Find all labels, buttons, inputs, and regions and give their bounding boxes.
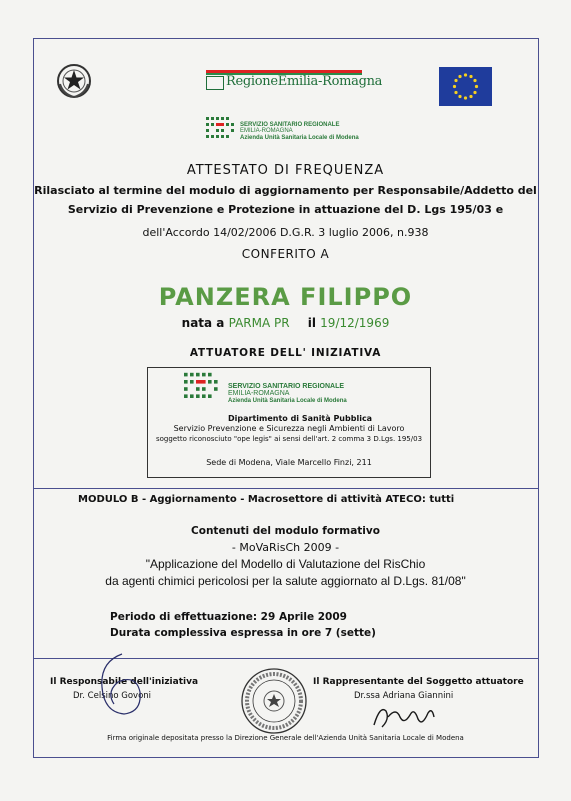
right-signer-role: Il Rappresentante del Soggetto attuatore — [313, 677, 524, 687]
footer-note: Firma originale depositata presso la Direzione Generale dell'Azienda Unità Sanitaria Locale di Modena — [107, 734, 464, 742]
divider-module — [33, 488, 539, 489]
birth-info — [0, 316, 571, 330]
recognition: soggetto riconosciuto "ope legis" ai sensi dell'art. 2 comma 3 D.Lgs. 195/03 — [155, 435, 423, 443]
ssr-header-text: SERVIZIO SANITARIO REGIONALE EMILIA-ROMAGNA Azienda Unità Sanitaria Locale di Modena — [240, 122, 359, 141]
course-title-2: da agenti chimici pericolosi per la salute aggiornato al D.Lgs. 81/08" — [105, 574, 466, 588]
course-duration: Durata complessiva espressa in ore 7 (sette) — [110, 627, 376, 639]
left-signer-name: Dr. Celsino Govoni — [73, 691, 152, 701]
issued-line-2: Servizio di Prevenzione e Protezione in attuazione del D. Lgs 195/03 e — [67, 203, 504, 216]
born-on-label: il — [307, 316, 316, 330]
issued-line-3: dell'Accordo 14/02/2006 D.G.R. 3 luglio 2006, n.938 — [142, 226, 429, 239]
left-signer-role: Il Responsabile dell'iniziativa — [50, 677, 199, 687]
ssr-organizer-text: SERVIZIO SANITARIO REGIONALE EMILIA-ROMAGNA Azienda Unità Sanitaria Locale di Modena — [228, 383, 347, 404]
contents-heading: Contenuti del modulo formativo — [191, 525, 380, 537]
eu-flag-icon — [439, 67, 492, 106]
certificate-title: ATTESTATO DI FREQUENZA — [186, 163, 385, 178]
service: Servizio Prevenzione e Sicurezza negli Ambienti di Lavoro — [173, 424, 405, 433]
birthdate: 19/12/1969 — [320, 316, 390, 330]
birthplace: PARMA PR — [228, 316, 290, 330]
department: Dipartimento di Sanità Pubblica — [228, 414, 373, 423]
italian-republic-emblem — [55, 62, 93, 100]
official-stamp — [239, 666, 309, 740]
conferred-label: CONFERITO A — [241, 247, 330, 261]
organizer-heading: ATTUATORE DELL' INIZIATIVA — [189, 347, 382, 359]
module-line: MODULO B - Aggiornamento - Macrosettore di attività ATECO: tutti — [78, 494, 455, 505]
issued-line-1: Rilasciato al termine del modulo di aggiornamento per Responsabile/Addetto del — [34, 184, 537, 197]
address: Sede di Modena, Viale Marcello Finzi, 211 — [206, 458, 372, 467]
recipient-name: PANZERA FILIPPO — [158, 283, 413, 311]
course-title-1: "Applicazione del Modello di Valutazione del RisChio — [145, 557, 426, 571]
regione-emilia-romagna-logo: RegioneEmilia-Romagna — [206, 70, 362, 90]
ssr-logo-icon — [184, 372, 214, 394]
born-prefix: nata a — [181, 316, 225, 330]
course-period: Periodo di effettuazione: 29 Aprile 2009 — [110, 611, 347, 623]
right-signature — [370, 697, 440, 735]
right-signer-name: Dr.ssa Adriana Giannini — [354, 691, 454, 701]
left-signature — [92, 652, 148, 722]
ssr-logo-icon — [206, 117, 236, 139]
course-name: - MoVaRisCh 2009 - — [231, 541, 340, 554]
